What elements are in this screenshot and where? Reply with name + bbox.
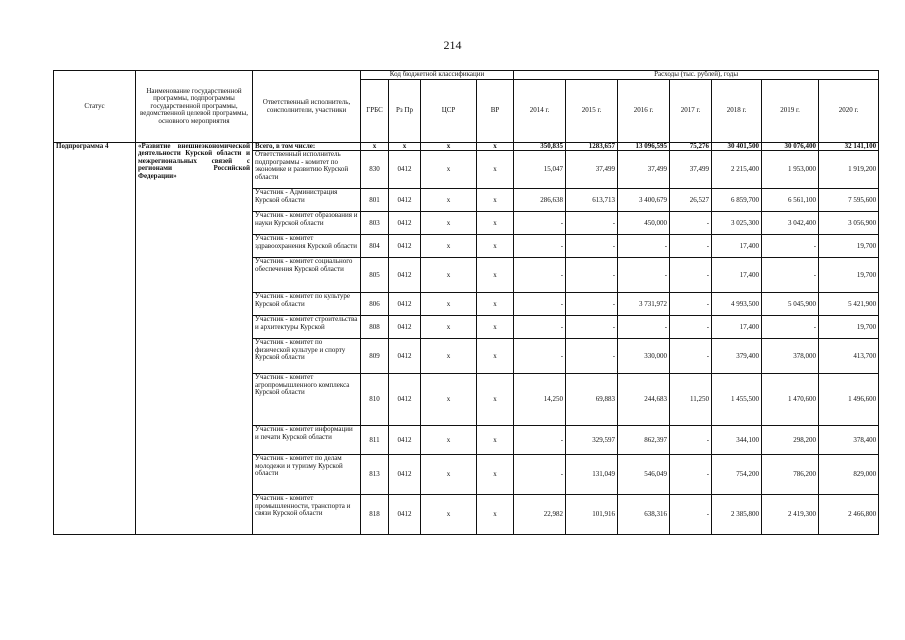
header-name: Наименование государственной программы, подпрограммы государственной программы, ведомственной целевой программы, основного мероприятия [136,71,253,143]
header-year: 2016 г. [618,80,670,143]
vr-cell: х [477,426,514,455]
header-expenses: Расходы (тыс. рублей), годы [514,71,879,80]
value-cell: 131,049 [566,455,618,495]
rzpr-cell: х [389,143,421,151]
value-cell: - [762,316,819,339]
value-cell: - [670,455,712,495]
vr-cell: х [477,374,514,426]
value-cell: 329,597 [566,426,618,455]
vr-cell: х [477,293,514,316]
value-cell: - [670,293,712,316]
value-cell: - [566,235,618,258]
header-year: 2015 г. [566,80,618,143]
value-cell: 19,700 [819,235,879,258]
value-cell: 638,316 [618,495,670,535]
value-cell: 2 385,800 [712,495,762,535]
value-cell: 3 400,679 [618,189,670,212]
csr-cell: х [421,293,477,316]
value-cell: - [618,258,670,293]
header-vr: ВР [477,80,514,143]
value-cell: 19,700 [819,316,879,339]
value-cell: - [618,235,670,258]
csr-cell: х [421,495,477,535]
csr-cell: х [421,455,477,495]
value-cell: 7 595,600 [819,189,879,212]
vr-cell: х [477,212,514,235]
grbs-cell: х [361,143,389,151]
csr-cell: х [421,374,477,426]
value-cell: 2 466,800 [819,495,879,535]
value-cell: 22,982 [514,495,566,535]
value-cell: 15,047 [514,151,566,189]
csr-cell: х [421,426,477,455]
responsible-cell: Участник - комитет информации и печати Курской области [253,426,361,455]
value-cell: - [762,258,819,293]
value-cell: 5 421,900 [819,293,879,316]
vr-cell: х [477,316,514,339]
value-cell: 1 455,500 [712,374,762,426]
responsible-cell: Участник - комитет образования и науки Курской области [253,212,361,235]
rzpr-cell: 0412 [389,212,421,235]
grbs-cell: 803 [361,212,389,235]
responsible-cell: Участник - комитет социального обеспечения Курской области [253,258,361,293]
rzpr-cell: 0412 [389,235,421,258]
responsible-cell: Ответственный исполнитель подпрограммы - комитет по экономике и развитию Курской области [253,151,361,189]
value-cell: 1283,657 [566,143,618,151]
value-cell: 450,000 [618,212,670,235]
value-cell: 1 919,200 [819,151,879,189]
value-cell: - [670,426,712,455]
rzpr-cell: 0412 [389,293,421,316]
vr-cell: х [477,339,514,374]
value-cell: 1 470,600 [762,374,819,426]
value-cell: - [566,339,618,374]
responsible-cell: Всего, в том числе: [253,143,361,151]
csr-cell: х [421,316,477,339]
value-cell: 37,499 [566,151,618,189]
value-cell: - [670,212,712,235]
header-year: 2020 г. [819,80,879,143]
value-cell: 5 045,900 [762,293,819,316]
value-cell: 17,400 [712,235,762,258]
value-cell: - [566,212,618,235]
value-cell: 754,200 [712,455,762,495]
rzpr-cell: 0412 [389,339,421,374]
value-cell: - [670,235,712,258]
value-cell: 546,049 [618,455,670,495]
value-cell: 1 496,600 [819,374,879,426]
value-cell: - [670,316,712,339]
value-cell: 829,000 [819,455,879,495]
header-budget-code: Код бюджетной классификации [361,71,514,80]
value-cell: - [670,258,712,293]
value-cell: 2 419,300 [762,495,819,535]
value-cell: 1 953,000 [762,151,819,189]
responsible-cell: Участник - комитет здравоохранения Курской области [253,235,361,258]
csr-cell: х [421,235,477,258]
value-cell: - [514,316,566,339]
grbs-cell: 801 [361,189,389,212]
responsible-cell: Участник - комитет по делам молодежи и туризму Курской области [253,455,361,495]
rzpr-cell: 0412 [389,495,421,535]
page-number: 214 [443,38,462,52]
value-cell: 862,397 [618,426,670,455]
budget-table [53,70,879,535]
header-year: 2014 г. [514,80,566,143]
value-cell: 69,883 [566,374,618,426]
program-name-cell: «Развитие внешнеэкономической деятельности Курской области и межрегиональных связей с регионами Российской Федерации» [136,143,253,535]
value-cell: 19,700 [819,258,879,293]
value-cell: 3 025,300 [712,212,762,235]
value-cell: 350,835 [514,143,566,151]
value-cell: 4 993,500 [712,293,762,316]
value-cell: 17,400 [712,316,762,339]
csr-cell: х [421,143,477,151]
value-cell: 413,700 [819,339,879,374]
table-body [54,143,879,535]
value-cell: - [670,495,712,535]
value-cell: 3 042,400 [762,212,819,235]
rzpr-cell: 0412 [389,374,421,426]
value-cell: - [566,293,618,316]
grbs-cell: 804 [361,235,389,258]
total-row [54,143,879,151]
rzpr-cell: 0412 [389,426,421,455]
header-responsible: Ответственный исполнитель, соисполнители, участники [253,71,361,143]
csr-cell: х [421,189,477,212]
header-year: 2018 г. [712,80,762,143]
responsible-cell: Участник - комитет промышленности, транспорта и связи Курской области [253,495,361,535]
responsible-cell: Участник - комитет по культуре Курской области [253,293,361,316]
value-cell: 30 401,500 [712,143,762,151]
value-cell: 6 859,700 [712,189,762,212]
value-cell: 14,250 [514,374,566,426]
value-cell: 17,400 [712,258,762,293]
rzpr-cell: 0412 [389,316,421,339]
value-cell: 13 096,595 [618,143,670,151]
responsible-cell: Участник - комитет по физической культуре и спорту Курской области [253,339,361,374]
value-cell: 613,713 [566,189,618,212]
value-cell: 344,100 [712,426,762,455]
header-csr: ЦСР [421,80,477,143]
vr-cell: х [477,495,514,535]
value-cell: 37,499 [618,151,670,189]
status-cell: Подпрограмма 4 [54,143,136,535]
rzpr-cell: 0412 [389,151,421,189]
responsible-cell: Участник - комитет строительства и архитектуры Курской [253,316,361,339]
rzpr-cell: 0412 [389,455,421,495]
value-cell: 378,000 [762,339,819,374]
value-cell: 26,527 [670,189,712,212]
value-cell: - [514,339,566,374]
value-cell: 378,400 [819,426,879,455]
vr-cell: х [477,235,514,258]
csr-cell: х [421,339,477,374]
value-cell: 75,276 [670,143,712,151]
value-cell: 37,499 [670,151,712,189]
value-cell: - [514,235,566,258]
value-cell: 286,638 [514,189,566,212]
grbs-cell: 830 [361,151,389,189]
table-header [54,71,879,143]
value-cell: - [618,316,670,339]
value-cell: - [514,212,566,235]
responsible-cell: Участник - комитет агропромышленного комплекса Курской области [253,374,361,426]
value-cell: 30 076,400 [762,143,819,151]
value-cell: 2 215,400 [712,151,762,189]
value-cell: - [514,293,566,316]
responsible-cell: Участник - Администрация Курской области [253,189,361,212]
grbs-cell: 805 [361,258,389,293]
header-status: Статус [54,71,136,143]
csr-cell: х [421,212,477,235]
value-cell: 11,250 [670,374,712,426]
value-cell: 32 141,100 [819,143,879,151]
header-rzpr: Рз Пр [389,80,421,143]
csr-cell: х [421,151,477,189]
grbs-cell: 811 [361,426,389,455]
csr-cell: х [421,258,477,293]
value-cell: 330,000 [618,339,670,374]
rzpr-cell: 0412 [389,258,421,293]
vr-cell: х [477,151,514,189]
value-cell: - [514,426,566,455]
value-cell: 6 561,100 [762,189,819,212]
value-cell: 244,683 [618,374,670,426]
header-year: 2019 г. [762,80,819,143]
value-cell: 298,200 [762,426,819,455]
header-grbs: ГРБС [361,80,389,143]
value-cell: - [566,258,618,293]
grbs-cell: 810 [361,374,389,426]
vr-cell: х [477,258,514,293]
vr-cell: х [477,189,514,212]
value-cell: 379,400 [712,339,762,374]
grbs-cell: 806 [361,293,389,316]
header-year: 2017 г. [670,80,712,143]
rzpr-cell: 0412 [389,189,421,212]
value-cell: 3 056,900 [819,212,879,235]
value-cell: - [514,455,566,495]
value-cell: 3 731,972 [618,293,670,316]
grbs-cell: 809 [361,339,389,374]
value-cell: 101,916 [566,495,618,535]
value-cell: - [514,258,566,293]
value-cell: - [762,235,819,258]
value-cell: - [670,339,712,374]
vr-cell: х [477,455,514,495]
grbs-cell: 813 [361,455,389,495]
grbs-cell: 808 [361,316,389,339]
grbs-cell: 818 [361,495,389,535]
value-cell: 786,200 [762,455,819,495]
value-cell: - [566,316,618,339]
vr-cell: х [477,143,514,151]
